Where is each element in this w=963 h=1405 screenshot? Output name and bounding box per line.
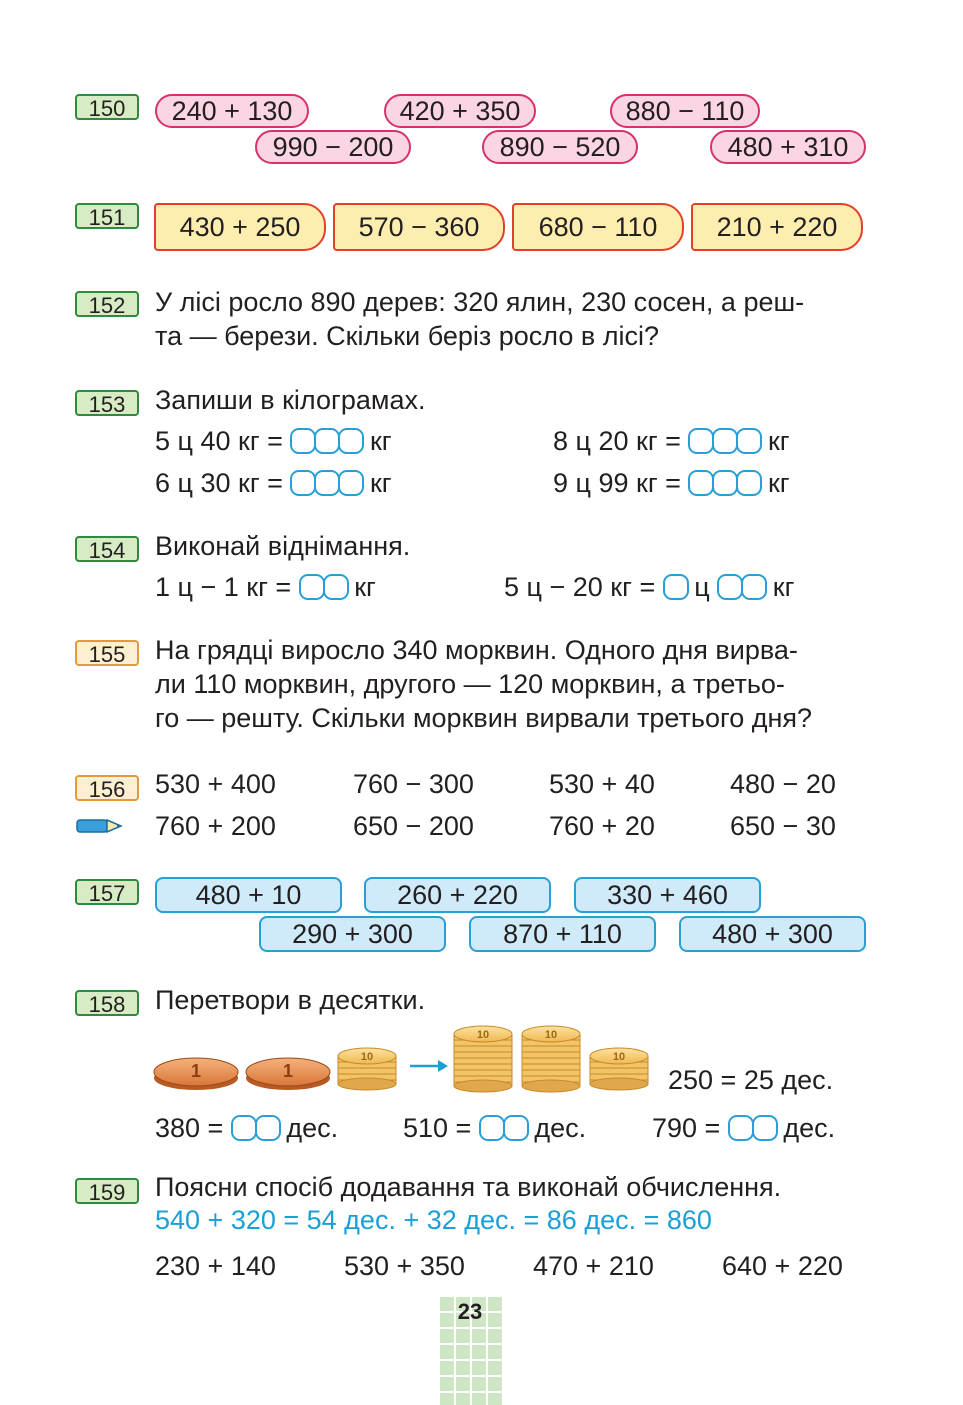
coin-stack-icon	[590, 1048, 648, 1090]
answer-box[interactable]	[323, 574, 349, 600]
expression-pill: 890 − 520	[482, 130, 638, 164]
expression: 650 − 200	[353, 811, 474, 841]
answer-line	[504, 570, 794, 604]
arrow-right-icon	[410, 1060, 448, 1072]
answer-box[interactable]	[752, 1115, 778, 1141]
coin-icon	[246, 1058, 330, 1090]
task-number-157: 157	[75, 879, 139, 905]
task-text: ли 110 морквин, другого — 120 морквин, а третьо-	[155, 669, 785, 699]
answer-box[interactable]	[712, 428, 738, 454]
expression: 510 =	[403, 1113, 472, 1143]
expression-tile: 290 + 300	[259, 916, 446, 952]
expression: 790 =	[652, 1113, 721, 1143]
expression: 530 + 40	[549, 769, 655, 799]
expression-pill: 420 + 350	[384, 94, 536, 128]
svg-text:10: 10	[612, 1051, 626, 1063]
expression-card: 430 + 250	[154, 203, 326, 251]
expression: 8 ц 20 кг =	[553, 426, 681, 456]
svg-text:1: 1	[282, 1061, 294, 1081]
answer-line	[155, 466, 392, 500]
answer-box[interactable]	[728, 1115, 754, 1141]
answer-box[interactable]	[290, 428, 316, 454]
expression: 5 ц 40 кг =	[155, 426, 283, 456]
task-number-153: 153	[75, 390, 139, 416]
pencil-icon	[75, 816, 123, 836]
answer-box[interactable]	[338, 428, 364, 454]
unit-label: дес.	[783, 1113, 836, 1143]
answer-box[interactable]	[255, 1115, 281, 1141]
svg-text:1: 1	[190, 1061, 202, 1081]
task-title: Перетвори в десятки.	[155, 985, 426, 1015]
svg-text:10: 10	[360, 1051, 374, 1063]
task-number-159: 159	[75, 1178, 139, 1204]
expression-pill: 990 − 200	[255, 130, 411, 164]
answer-box[interactable]	[736, 470, 762, 496]
unit-label: кг	[354, 572, 376, 602]
task-text: У лісі росло 890 дерев: 320 ялин, 230 сосен, а реш-	[155, 287, 805, 317]
expression-card: 680 − 110	[512, 203, 684, 251]
page-number: 23	[457, 1299, 483, 1324]
coin-icon	[154, 1058, 238, 1090]
example-equation: 250 = 25 дес.	[668, 1065, 834, 1095]
answer-line	[652, 1111, 835, 1145]
answer-box[interactable]	[717, 574, 743, 600]
expression-pill: 240 + 130	[155, 94, 309, 128]
answer-line	[403, 1111, 586, 1145]
unit-label: кг	[767, 426, 790, 456]
expression: 230 + 140	[155, 1251, 276, 1281]
answer-box[interactable]	[712, 470, 738, 496]
expression: 640 + 220	[722, 1251, 843, 1281]
answer-box[interactable]	[688, 428, 714, 454]
expression: 1 ц − 1 кг =	[155, 572, 292, 602]
expression: 6 ц 30 кг =	[155, 468, 283, 498]
answer-box[interactable]	[503, 1115, 529, 1141]
task-text: На грядці виросло 340 морквин. Одного дня вирва-	[155, 635, 798, 665]
expression: 5 ц − 20 кг =	[504, 572, 656, 602]
unit-label: кг	[369, 468, 392, 498]
expression-tile: 480 + 10	[155, 877, 342, 913]
expression: 470 + 210	[533, 1251, 654, 1281]
expression-tile: 330 + 460	[574, 877, 761, 913]
unit-label: кг	[772, 572, 795, 602]
expression-tile: 480 + 300	[679, 916, 866, 952]
task-number-151: 151	[75, 203, 139, 229]
answer-line	[155, 1111, 338, 1145]
expression-pill: 480 + 310	[710, 130, 866, 164]
answer-line	[155, 570, 376, 604]
expression: 480 − 20	[730, 769, 836, 799]
task-number-155: 155	[75, 640, 139, 666]
expression: 9 ц 99 кг =	[553, 468, 681, 498]
task-text: го — решту. Скільки морквин вирвали третього дня?	[155, 703, 813, 733]
expression-tile: 260 + 220	[364, 877, 551, 913]
task-number-158: 158	[75, 990, 139, 1016]
expression: 530 + 400	[155, 769, 276, 799]
expression-card: 210 + 220	[691, 203, 863, 251]
expression: 760 − 300	[353, 769, 474, 799]
coin-stack-icon	[454, 1026, 512, 1092]
answer-box[interactable]	[338, 470, 364, 496]
task-number-156: 156	[75, 775, 139, 801]
task-number-150: 150	[75, 94, 139, 120]
expression-card: 570 − 360	[333, 203, 505, 251]
answer-box[interactable]	[299, 574, 325, 600]
answer-box[interactable]	[231, 1115, 257, 1141]
answer-box[interactable]	[663, 574, 689, 600]
unit-label: дес.	[286, 1113, 339, 1143]
example-equation: 540 + 320 = 54 дес. + 32 дес. = 86 дес. = 860	[155, 1205, 712, 1235]
svg-text:10: 10	[476, 1029, 490, 1041]
expression: 380 =	[155, 1113, 224, 1143]
expression: 760 + 200	[155, 811, 276, 841]
task-title: Поясни спосіб додавання та виконай обчислення.	[155, 1172, 782, 1202]
task-number-152: 152	[75, 291, 139, 317]
unit-label: кг	[369, 426, 392, 456]
answer-box[interactable]	[736, 428, 762, 454]
coin-stack-icon	[338, 1048, 396, 1090]
coin-stack-icon	[522, 1026, 580, 1092]
answer-box[interactable]	[290, 470, 316, 496]
task-text: та — берези. Скільки беріз росло в лісі?	[155, 321, 659, 351]
answer-box[interactable]	[688, 470, 714, 496]
task-title: Запиши в кілограмах.	[155, 385, 426, 415]
answer-box[interactable]	[479, 1115, 505, 1141]
expression: 650 − 30	[730, 811, 836, 841]
answer-line	[155, 424, 392, 458]
answer-line	[553, 424, 790, 458]
expression-pill: 880 − 110	[610, 94, 760, 128]
answer-box[interactable]	[741, 574, 767, 600]
task-number-154: 154	[75, 536, 139, 562]
task-title: Виконай віднімання.	[155, 531, 411, 561]
expression-tile: 870 + 110	[469, 916, 656, 952]
unit-label: ц	[694, 572, 710, 602]
expression: 530 + 350	[344, 1251, 465, 1281]
answer-box[interactable]	[314, 470, 340, 496]
answer-line	[553, 466, 790, 500]
svg-text:10: 10	[544, 1029, 558, 1041]
unit-label: дес.	[534, 1113, 587, 1143]
answer-box[interactable]	[314, 428, 340, 454]
unit-label: кг	[767, 468, 790, 498]
coins-illustration	[152, 1022, 652, 1094]
expression: 760 + 20	[549, 811, 655, 841]
